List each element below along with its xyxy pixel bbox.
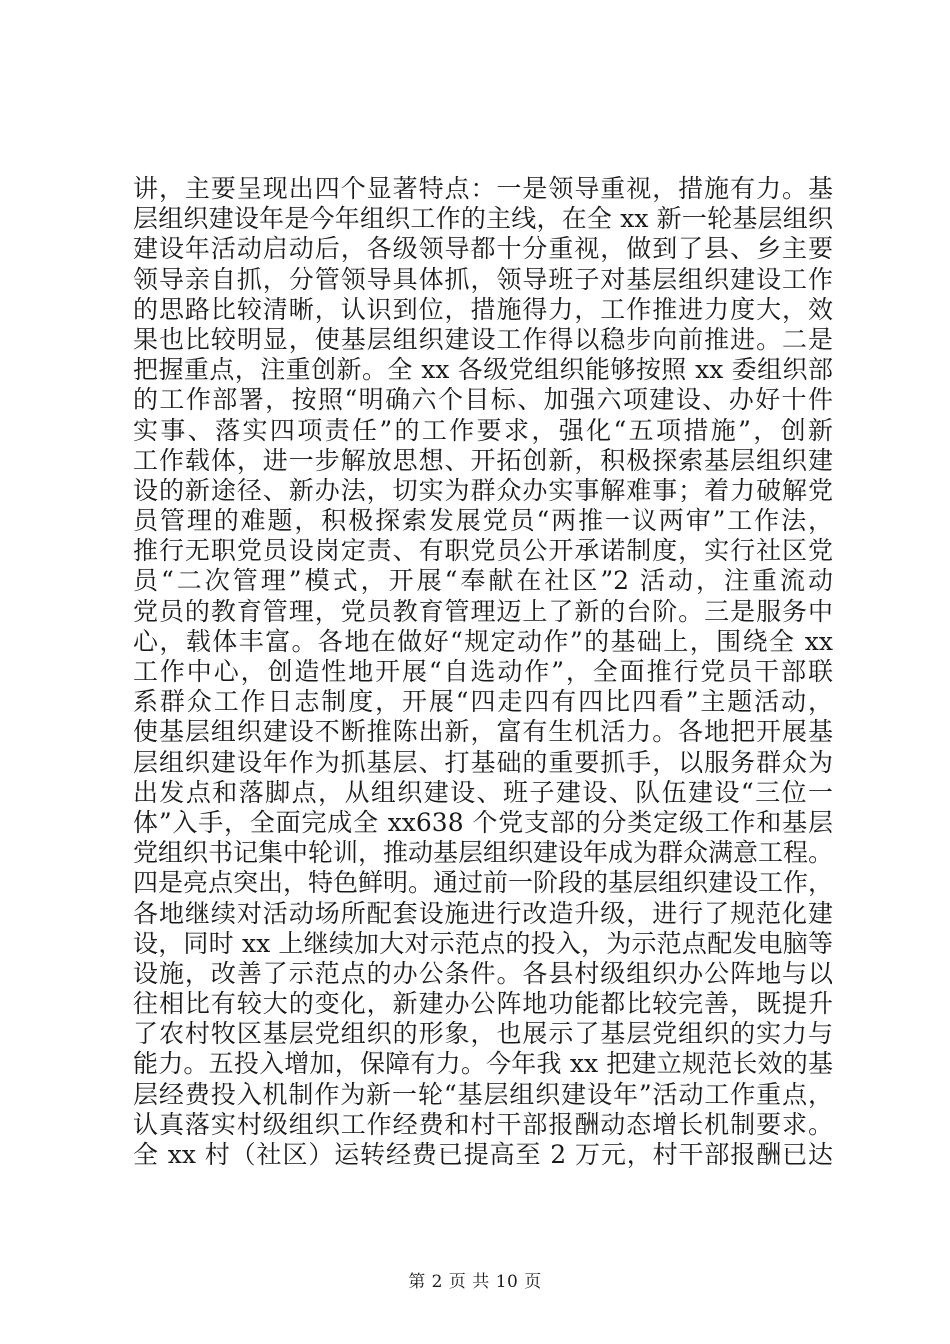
text-line: 工作载体，进一步解放思想、开拓创新，积极探索基层组织建 (133, 445, 833, 475)
text-line: 设的新途径、新办法，切实为群众办实事解难事；着力破解党 (133, 475, 833, 505)
text-line: 全 xx 村（社区）运转经费已提高至 2 万元，村干部报酬已达 (133, 1140, 833, 1169)
text-line: 果也比较明显，使基层组织建设工作得以稳步向前推进。二是 (133, 324, 833, 354)
text-line: 了农村牧区基层党组织的形象，也展示了基层党组织的实力与 (133, 1019, 833, 1049)
page-number: 第 2 页 共 10 页 (408, 1272, 542, 1292)
text-line: 心，载体丰富。各地在做好“规定动作”的基础上，围绕全 xx (133, 626, 833, 656)
text-line: 设，同时 xx 上继续加大对示范点的投入，为示范点配发电脑等 (133, 928, 833, 958)
text-line: 的思路比较清晰，认识到位，措施得力，工作推进力度大，效 (133, 294, 833, 324)
text-line: 工作中心，创造性地开展“自选动作”，全面推行党员干部联 (133, 657, 833, 686)
text-line: 员“二次管理”模式，开展“奉献在社区”2 活动，注重流动 (133, 566, 833, 596)
text-line: 系群众工作日志制度，开展“四走四有四比四看”主题活动， (133, 687, 833, 717)
text-line: 建设年活动启动后，各级领导都十分重视，做到了县、乡主要 (133, 234, 833, 264)
text-line: 往相比有较大的变化，新建办公阵地功能都比较完善，既提升 (133, 989, 833, 1019)
text-line: 层组织建设年是今年组织工作的主线，在全 xx 新一轮基层组织 (133, 204, 833, 234)
text-line: 各地继续对活动场所配套设施进行改造升级，进行了规范化建 (133, 898, 833, 928)
body-paragraph (133, 174, 833, 1170)
text-line: 四是亮点突出，特色鲜明。通过前一阶段的基层组织建设工作， (133, 868, 834, 898)
text-line: 层经费投入机制作为新一轮“基层组织建设年”活动工作重点， (133, 1079, 833, 1109)
text-line: 领导亲自抓，分管领导具体抓，领导班子对基层组织建设工作 (133, 264, 833, 294)
text-line: 推行无职党员设岗定责、有职党员公开承诺制度，实行社区党 (133, 536, 833, 566)
text-line: 出发点和落脚点，从组织建设、班子建设、队伍建设“三位一 (133, 777, 833, 807)
text-line: 实事、落实四项责任”的工作要求，强化“五项措施”，创新 (133, 415, 833, 445)
text-line: 能力。五投入增加，保障有力。今年我 xx 把建立规范长效的基 (133, 1049, 833, 1079)
text-line: 党员的教育管理，党员教育管理迈上了新的台阶。三是服务中 (133, 596, 833, 626)
text-line: 的工作部署，按照“明确六个目标、加强六项建设、办好十件 (133, 385, 833, 415)
text-line: 体”入手，全面完成全 xx638 个党支部的分类定级工作和基层 (133, 807, 833, 837)
text-line: 讲，主要呈现出四个显著特点：一是领导重视，措施有力。基 (133, 174, 833, 203)
text-line: 使基层组织建设不断推陈出新，富有生机活力。各地把开展基 (133, 717, 833, 747)
text-line: 党组织书记集中轮训，推动基层组织建设年成为群众满意工程。 (133, 838, 834, 868)
text-line: 认真落实村级组织工作经费和村干部报酬动态增长机制要求。 (133, 1109, 833, 1139)
text-line: 员管理的难题，积极探索发展党员“两推一议两审”工作法， (133, 506, 833, 536)
text-line: 层组织建设年作为抓基层、打基础的重要抓手，以服务群众为 (133, 747, 833, 777)
text-line: 设施，改善了示范点的办公条件。各县村级组织办公阵地与以 (133, 958, 833, 988)
text-line: 把握重点，注重创新。全 xx 各级党组织能够按照 xx 委组织部 (133, 355, 833, 385)
